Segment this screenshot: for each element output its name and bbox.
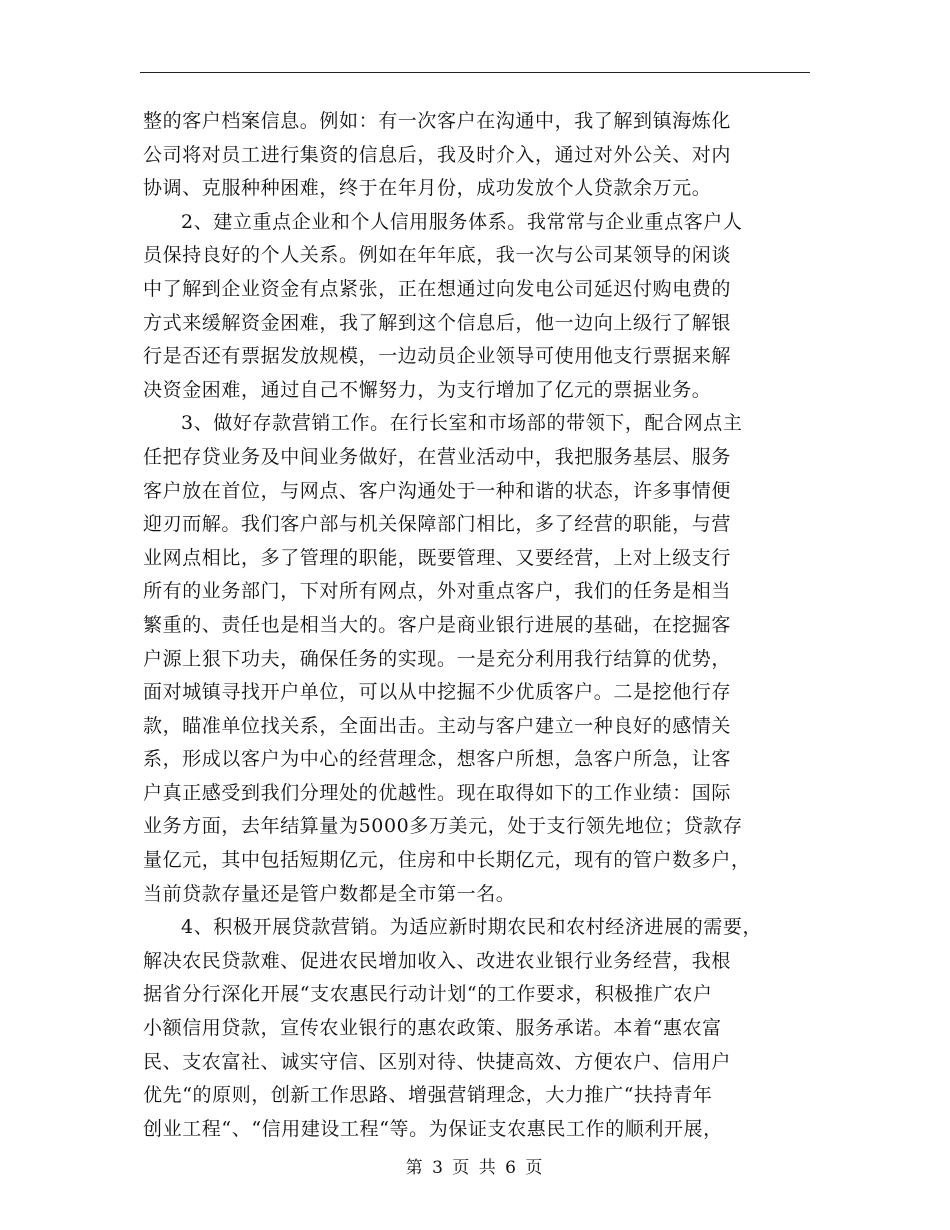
text-line: 创业工程“、“信用建设工程“等。为保证支农惠民工作的顺利开展， <box>143 1117 723 1140</box>
text-line: 员保持良好的个人关系。例如在年年底，我一次与公司某领导的闲谈 <box>143 244 732 267</box>
page-number-label: 第 3 页 共 6 页 <box>405 1158 545 1178</box>
text-line: 民、支农富社、诚实守信、区别对待、快捷高效、方便农户、信用户 <box>143 1050 732 1073</box>
text-line: 中了解到企业资金有点紧张，正在想通过向发电公司延迟付购电费的 <box>143 277 732 300</box>
text-line: 业网点相比，多了管理的职能，既要管理、又要经营，上对上级支行 <box>143 546 732 569</box>
text-line: 4、积极开展贷款营销。为适应新时期农民和农村经济进展的需要， <box>181 916 763 939</box>
text-line: 公司将对员工进行集资的信息后，我及时介入，通过对外公关、对内 <box>143 143 732 166</box>
text-line: 据省分行深化开展“支农惠民行动计划“的工作要求，积极推广农户 <box>143 983 713 1006</box>
text-line: 方式来缓解资金困难，我了解到这个信息后，他一边向上级行了解银 <box>143 311 732 334</box>
text-line: 优先“的原则，创新工作思路、增强营销理念，大力推广“扶持青年 <box>143 1084 713 1107</box>
text-line: 面对城镇寻找开户单位，可以从中挖掘不少优质客户。二是挖他行存 <box>143 681 732 704</box>
text-line: 决资金困难，通过自己不懈努力，为支行增加了亿元的票据业务。 <box>143 378 712 401</box>
text-line: 系，形成以客户为中心的经营理念，想客户所想，急客户所急，让客 <box>143 748 732 771</box>
text-line: 当前贷款存量还是管户数都是全市第一名。 <box>143 882 516 905</box>
text-line: 协调、克服种种困难，终于在年月份，成功发放个人贷款余万元。 <box>143 177 712 200</box>
text-line: 任把存贷业务及中间业务做好，在营业活动中，我把服务基层、服务 <box>143 445 732 468</box>
header-rule <box>140 72 810 73</box>
text-line: 户源上狠下功夫，确保任务的实现。一是充分利用我行结算的优势， <box>143 647 732 670</box>
text-line: 整的客户档案信息。例如：有一次客户在沟通中，我了解到镇海炼化 <box>143 110 732 132</box>
text-line: 款，瞄准单位找关系，全面出击。主动与客户建立一种良好的感情关 <box>143 714 732 737</box>
text-line: 户真正感受到我们分理处的优越性。现在取得如下的工作业绩：国际 <box>143 781 732 804</box>
text-line: 繁重的、责任也是相当大的。客户是商业银行进展的基础，在挖掘客 <box>143 613 732 636</box>
text-line: 3、做好存款营销工作。在行长室和市场部的带领下，配合网点主 <box>181 412 743 435</box>
page-footer <box>0 1153 950 1178</box>
text-line: 小额信用贷款，宣传农业银行的惠农政策、服务承诺。本着“惠农富 <box>143 1017 722 1040</box>
text-line: 解决农民贷款难、促进农民增加收入、改进农业银行业务经营，我根 <box>143 949 732 972</box>
text-line: 行是否还有票据发放规模，一边动员企业领导可使用他支行票据来解 <box>143 345 732 368</box>
text-line: 2、建立重点企业和个人信用服务体系。我常常与企业重点客户人 <box>181 210 743 233</box>
text-line: 迎刃而解。我们客户部与机关保障部门相比，多了经营的职能，与营 <box>143 513 732 536</box>
text-line: 业务方面，去年结算量为5000多万美元，处于支行领先地位；贷款存 <box>143 815 743 838</box>
document-body <box>143 105 823 1146</box>
text-line: 量亿元，其中包括短期亿元，住房和中长期亿元，现有的管户数多户， <box>143 849 751 872</box>
text-line: 客户放在首位，与网点、客户沟通处于一种和谐的状态，许多事情便 <box>143 479 732 502</box>
text-line: 所有的业务部门，下对所有网点，外对重点客户，我们的任务是相当 <box>143 580 732 603</box>
